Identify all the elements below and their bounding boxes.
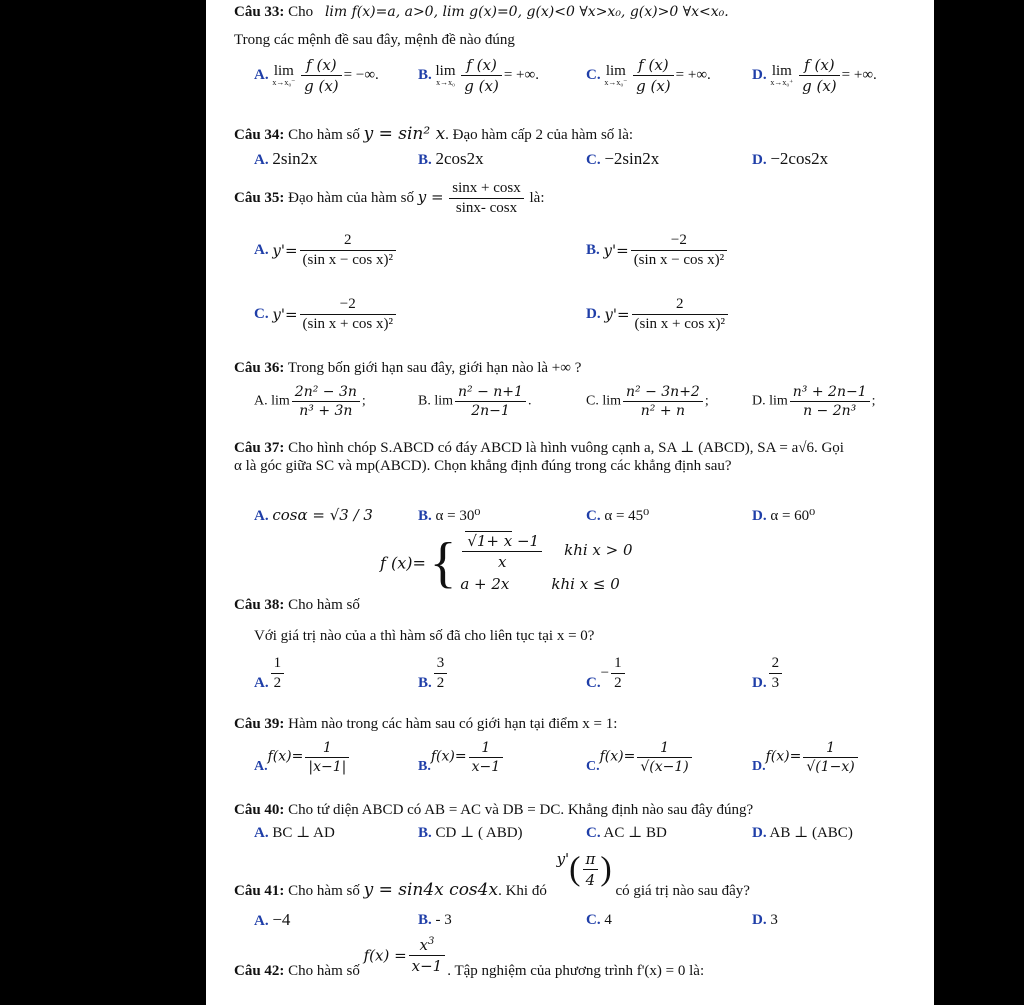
option-value: −2sin2x xyxy=(604,149,660,168)
fraction-numerator: 2 xyxy=(300,232,396,251)
case-2-condition: khi x ≤ 0 xyxy=(551,575,620,593)
option-value: cosα = √3 / 3 xyxy=(272,506,373,524)
piecewise-function: f (x)= { $\frac{√1+ x -1}{x}$ khi x > 0 a + 2x khi x ≤ 0 xyxy=(380,532,633,594)
option-value: = +∞. xyxy=(841,66,877,83)
fraction-denominator: √(x−1) xyxy=(640,759,689,775)
option-letter: C. xyxy=(586,508,601,524)
option-value: - 3 xyxy=(435,912,452,928)
q33-option-d[interactable]: D. lim x→x₀⁺ $\frac{f (x)}{g (x)}$ = +∞. xyxy=(752,56,877,95)
option-value: CD ⊥ ( ABD) xyxy=(435,825,523,841)
q34-option-a[interactable] xyxy=(254,149,318,169)
fraction-denominator: (sin x − cos x)² xyxy=(302,252,393,268)
question-35: Câu 35: Đạo hàm của hàm số y = $\frac{\sin x + \cos x}{\sin x- \cos x}$ là: xyxy=(234,180,545,216)
q33-option-a[interactable]: A. lim x→x₀⁻ $\frac{f (x)}{g (x)}$ = −∞. xyxy=(254,56,379,95)
option-value: −2cos2x xyxy=(770,149,829,168)
question-label: Câu 38: xyxy=(234,597,285,613)
question-text: Cho hàm số xyxy=(288,962,360,979)
q39-option-d[interactable]: D.f(x)= $\frac{1}{√(1-x)}$ xyxy=(752,740,860,775)
option-letter: D. xyxy=(752,675,767,691)
option-letter: D. xyxy=(752,759,766,774)
limit-subscript: x→x₀ xyxy=(436,78,455,87)
question-text-2: . Tập nghiệm của phương trình f'(x) = 0 là: xyxy=(447,962,705,979)
option-value: α = 30⁰ xyxy=(435,508,481,524)
q38-option-d[interactable] xyxy=(752,655,784,692)
question-text: Cho xyxy=(288,4,314,20)
question-text-2: . Khi đó xyxy=(498,882,547,899)
q39-option-c[interactable]: C.f(x)= $\frac{1}{√(x-1)}$ xyxy=(586,740,694,775)
fraction-numerator: 3 xyxy=(434,655,448,674)
question-label: Câu 33: xyxy=(234,4,285,20)
option-letter: B. xyxy=(418,675,432,691)
question-label: Câu 34: xyxy=(234,127,285,143)
fraction-numerator: 2 xyxy=(769,655,783,674)
document-page xyxy=(206,0,934,1005)
question-label: Câu 41: xyxy=(234,882,285,899)
case-2-expression: a + 2x xyxy=(460,575,510,593)
option-letter: B. xyxy=(418,759,431,774)
q41-option-b[interactable] xyxy=(418,912,452,929)
q38-option-c[interactable] xyxy=(586,655,627,692)
option-letter: B. xyxy=(418,152,432,168)
question-33 xyxy=(234,4,729,21)
option-value: AB ⊥ (ABC) xyxy=(769,825,853,841)
fraction-numerator: n² − n+1 xyxy=(455,384,526,402)
option-letter: A. xyxy=(254,825,269,841)
option-letter: C. lim xyxy=(586,393,622,409)
option-value: α = 45⁰ xyxy=(604,508,650,524)
case-1-condition: khi x > 0 xyxy=(564,540,633,559)
option-letter: A. xyxy=(254,241,269,258)
option-letter: D. xyxy=(752,66,767,83)
question-text: Cho hình chóp S.ABCD có đáy ABCD là hình vuông cạnh a, SA ⊥ (ABCD), SA = a√6. Gọi xyxy=(288,440,844,456)
option-letter: C. xyxy=(586,912,601,928)
option-letter: D. xyxy=(586,305,601,322)
option-letter: A. xyxy=(254,759,268,774)
option-letter: C. xyxy=(586,675,601,691)
option-sign: − xyxy=(600,664,610,681)
q41-option-d[interactable] xyxy=(752,912,778,929)
option-letter: D. xyxy=(752,825,767,841)
question-label: Câu 40: xyxy=(234,802,285,818)
question-text-3: có giá trị nào sau đây? xyxy=(615,882,750,899)
question-text-2: . Đạo hàm cấp 2 của hàm số là: xyxy=(445,127,634,143)
question-label: Câu 35: xyxy=(234,189,285,206)
option-letter: B. xyxy=(418,912,432,928)
question-condition: lim f(x)=a, a>0, lim g(x)=0, g(x)<0 ∀x>x₀, g(x)>0 ∀x<x₀. xyxy=(324,4,729,20)
fraction-denominator: 2 xyxy=(614,675,622,691)
q41-option-a[interactable] xyxy=(254,910,290,930)
option-letter: C. xyxy=(586,759,600,774)
option-value: = +∞. xyxy=(503,66,539,83)
fraction-numerator: −2 xyxy=(300,296,396,315)
option-value: BC ⊥ AD xyxy=(272,825,335,841)
limit-subscript: x→x₀⁻ xyxy=(604,78,628,87)
option-end: ; xyxy=(871,393,876,409)
q35-option-b[interactable]: B. y'= $\frac{-2}{\text{(sin x − cos x)²}}$ xyxy=(586,232,729,269)
q40-option-c[interactable] xyxy=(586,823,667,842)
q36-option-b[interactable] xyxy=(418,384,531,419)
option-letter: D. lim xyxy=(752,393,788,409)
fraction-denominator: n³ + 3n xyxy=(299,403,353,419)
option-letter: C. xyxy=(586,825,601,841)
option-letter: A. lim xyxy=(254,393,290,409)
q40-option-a[interactable] xyxy=(254,823,335,842)
option-value: −4 xyxy=(272,910,291,929)
limit-subscript: x→x₀⁻ xyxy=(272,78,296,87)
question-33-prompt: Trong các mệnh đề sau đây, mệnh đề nào đúng xyxy=(234,32,515,48)
option-end: ; xyxy=(704,393,709,409)
question-label: Câu 39: xyxy=(234,716,285,732)
question-36 xyxy=(234,360,581,377)
option-letter: B. xyxy=(418,508,432,524)
question-text-2: là: xyxy=(529,189,545,206)
fraction-denominator: 2n−1 xyxy=(471,403,510,419)
option-letter: C. xyxy=(586,152,601,168)
fraction-numerator: n² − 3n+2 xyxy=(623,384,703,402)
fraction-denominator: n − 2n³ xyxy=(803,403,857,419)
question-34 xyxy=(234,124,633,144)
fraction-denominator: n² + n xyxy=(640,403,686,419)
question-label: Câu 36: xyxy=(234,360,285,376)
q39-option-a[interactable]: A.f(x)= $\frac{1}{|x-1|}$ xyxy=(254,740,351,775)
q37-option-a[interactable] xyxy=(254,506,373,525)
q33-option-c[interactable]: C. lim x→x₀⁻ $\frac{f (x)}{g (x)}$ = +∞. xyxy=(586,56,711,95)
question-40 xyxy=(234,802,753,819)
fraction-numerator: n³ + 2n−1 xyxy=(790,384,870,402)
question-text: Cho hàm số xyxy=(288,882,360,899)
q35-option-d[interactable]: D. y'= $\frac{2}{\text{(sin x + cos x)²}}$ xyxy=(586,296,730,333)
fraction-denominator: sinx- cosx xyxy=(455,200,518,216)
option-letter: C. xyxy=(254,305,269,322)
question-38 xyxy=(234,597,360,614)
option-value: 2sin2x xyxy=(272,149,318,168)
option-end: ; xyxy=(361,393,366,409)
q37-option-d[interactable] xyxy=(752,506,815,525)
fraction-numerator: sinx + cosx xyxy=(449,180,523,199)
question-text: Cho hàm số xyxy=(288,597,360,613)
question-text: Trong bốn giới hạn sau đây, giới hạn nào là +∞ ? xyxy=(287,360,582,376)
fraction-denominator: √(1−x) xyxy=(806,759,855,775)
option-letter: A. xyxy=(254,508,269,524)
option-letter: A. xyxy=(254,152,269,168)
question-37-line-2: α là góc giữa SC và mp(ABCD). Chọn khẳng định đúng trong các khẳng định sau? xyxy=(234,458,732,474)
option-value: 4 xyxy=(604,912,612,928)
q34-option-b[interactable] xyxy=(418,149,484,169)
fraction-numerator: 1 xyxy=(611,655,625,674)
q33-option-b[interactable]: B. lim x→x₀ $\frac{f (x)}{g (x)}$ = +∞. xyxy=(418,56,539,95)
option-letter: C. xyxy=(586,66,601,83)
fraction-denominator: (sin x + cos x)² xyxy=(302,316,393,332)
option-value: 2cos2x xyxy=(435,149,484,168)
fraction-numerator: 2 xyxy=(632,296,728,315)
q40-option-b[interactable] xyxy=(418,823,523,842)
option-letter: D. xyxy=(752,508,767,524)
option-letter: A. xyxy=(254,675,269,691)
option-letter: A. xyxy=(254,66,269,83)
option-letter: B. xyxy=(586,241,600,258)
q40-option-d[interactable] xyxy=(752,823,853,842)
q36-option-d[interactable] xyxy=(752,384,876,419)
q35-option-c[interactable]: C. y'= $\frac{-2}{\text{(sin x + cos x)²}}$ xyxy=(254,296,398,333)
option-letter: B. xyxy=(418,66,432,83)
question-42: Câu 42: Cho hàm số f(x) = $\frac{x^3}{x-1}$ . Tập nghiệm của phương trình f'(x) = 0 là: xyxy=(234,936,705,979)
option-value: 3 xyxy=(770,912,778,928)
question-text: Cho tứ diện ABCD có AB = AC và DB = DC. Khẳng định nào sau đây đúng? xyxy=(288,802,754,818)
option-letter: D. xyxy=(752,912,767,928)
option-letter: B. xyxy=(418,825,432,841)
q36-option-c[interactable] xyxy=(586,384,709,419)
q37-option-c[interactable] xyxy=(586,506,649,525)
fraction-denominator: (sin x − cos x)² xyxy=(633,252,725,268)
fraction-numerator: −2 xyxy=(631,232,727,251)
fraction-denominator: x−1 xyxy=(471,759,501,775)
q35-option-a[interactable]: A. y'= $\frac{2}{\text{(sin x − cos x)²}}$ xyxy=(254,232,398,269)
question-37 xyxy=(234,438,844,457)
q39-option-b[interactable]: B.f(x)= $\frac{1}{x-1}$ xyxy=(418,740,505,775)
fraction-denominator: 3 xyxy=(771,675,780,691)
fraction-denominator: (sin x + cos x)² xyxy=(634,316,725,332)
limit-subscript: x→x₀⁺ xyxy=(770,78,794,87)
q41-option-c[interactable] xyxy=(586,912,612,929)
q34-option-d[interactable] xyxy=(752,149,828,169)
option-letter: B. lim xyxy=(418,393,454,409)
question-39 xyxy=(234,716,617,733)
q38-option-a[interactable] xyxy=(254,655,286,692)
option-value: AC ⊥ BD xyxy=(603,825,667,841)
function-expression: y = sin4x cos4x xyxy=(363,879,499,900)
option-value: = −∞. xyxy=(343,66,379,83)
question-text: Đạo hàm của hàm số xyxy=(288,189,414,206)
fraction-denominator: |x−1| xyxy=(308,759,347,775)
q36-option-a[interactable] xyxy=(254,384,366,419)
fraction-numerator: 1 xyxy=(271,655,285,674)
function-expression: y = sin² x xyxy=(363,124,446,144)
question-41: Câu 41: Cho hàm số y = sin4x cos4x. Khi đó y'( $\frac{\pi}{4}$ ) có giá trị nào sau đây? xyxy=(234,850,750,900)
question-text: Hàm nào trong các hàm sau có giới hạn tại điểm x = 1: xyxy=(288,716,618,732)
q34-option-c[interactable] xyxy=(586,149,659,169)
q37-option-b[interactable] xyxy=(418,506,480,525)
question-label: Câu 42: xyxy=(234,962,285,979)
option-value: = +∞. xyxy=(675,66,711,83)
question-label: Câu 37: xyxy=(234,440,285,456)
q38-option-b[interactable] xyxy=(418,655,449,692)
question-text: Cho hàm số xyxy=(288,127,360,143)
fraction-denominator: 2 xyxy=(273,675,282,691)
question-38-prompt: Với giá trị nào của a thì hàm số đã cho liên tục tại x = 0? xyxy=(254,628,595,644)
option-value: α = 60⁰ xyxy=(770,508,816,524)
option-end: . xyxy=(527,393,532,409)
option-letter: A. xyxy=(254,913,269,929)
fraction-denominator: 2 xyxy=(436,675,445,691)
option-letter: D. xyxy=(752,152,767,168)
fraction-numerator: 2n² − 3n xyxy=(292,384,360,402)
